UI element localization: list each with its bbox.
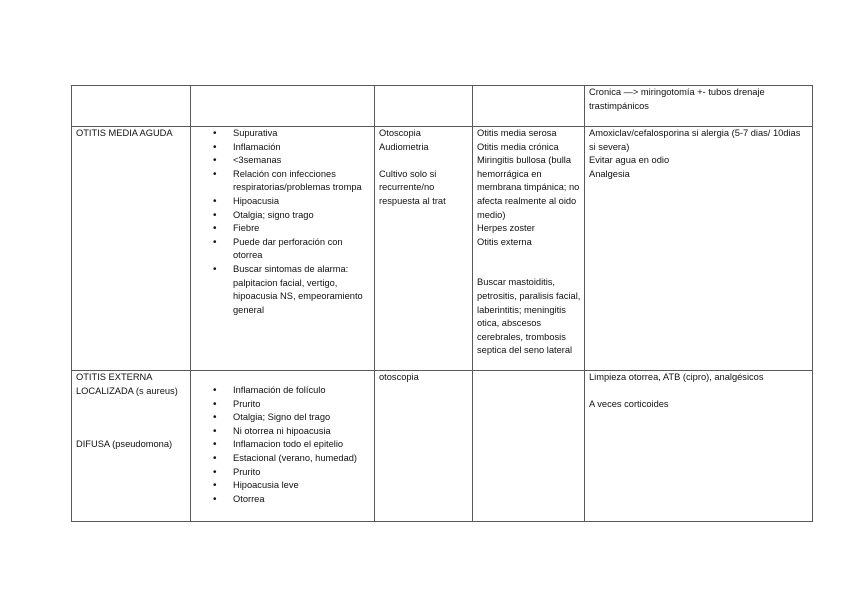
clinical-table xyxy=(71,85,813,522)
treatment-text: Amoxiclav/cefalosporina si alergia (5-7 dias/ 10dias si severa) xyxy=(589,128,801,152)
symptom-list xyxy=(195,384,371,506)
list-item: • Inflamación xyxy=(233,141,371,155)
list-item: • Prurito xyxy=(233,466,371,480)
treatment-chronic-text: Cronica —> miringotomía +- tubos drenaje trastimpánicos xyxy=(589,87,765,111)
differential-text: Otitis externa xyxy=(477,236,532,247)
differential-text: Miringitis bullosa (bulla hemorrágica en membrana timpánica; no afecta realmente al oido medio) xyxy=(477,155,580,220)
list-item: • <3semanas xyxy=(233,154,371,168)
treatment-text: Evitar agua en odio xyxy=(589,155,670,166)
cell-r0-c1 xyxy=(72,86,191,127)
list-item: • Supurativa xyxy=(233,127,371,141)
list-item: • Otorrea xyxy=(233,493,371,507)
cell-r0-c2 xyxy=(191,86,375,127)
cell-r1-c4 xyxy=(473,127,585,371)
differential-text: Otitis media serosa xyxy=(477,128,557,138)
list-item: • Estacional (verano, humedad) xyxy=(233,452,371,466)
diagnosis-text: Audiometria xyxy=(379,141,429,152)
list-item: • Otalgia; Signo del trago xyxy=(233,411,371,425)
list-item: • Buscar sintomas de alarma: palpitacion facial, vertigo, hipoacusia NS, empeoramiento general xyxy=(233,263,371,317)
cell-r1-c5 xyxy=(585,127,813,371)
list-item: • Hipoacusia leve xyxy=(233,479,371,493)
diagnosis-text: otoscopia xyxy=(379,372,419,382)
complications-text: Buscar mastoiditis, petrositis, paralisis facial, laberintitis; meningitis otica, abscesos cerebrales, trombosis septica del seno lateral xyxy=(477,277,581,356)
list-item: • Ni otorrea ni hipoacusia xyxy=(233,425,371,439)
diagnosis-text: Cultivo solo si recurrente/no respuesta al trat xyxy=(379,168,446,206)
list-item: • Inflamación de folículo xyxy=(233,384,371,398)
treatment-text: Limpieza otorrea, ATB (cipro), analgésicos xyxy=(589,372,764,382)
list-item: • Prurito xyxy=(233,398,371,412)
cell-r0-c5 xyxy=(585,86,813,127)
cell-r1-c3 xyxy=(375,127,473,371)
treatment-text: A veces corticoides xyxy=(589,399,669,410)
cell-r1-c1 xyxy=(72,127,191,371)
list-item: • Relación con infecciones respiratorias/problemas trompa xyxy=(233,168,371,195)
disease-name: DIFUSA (pseudomona) xyxy=(76,439,173,450)
table-row-otitis-externa xyxy=(72,371,813,522)
list-item: • Fiebre xyxy=(233,222,371,236)
symptom-list xyxy=(195,127,371,317)
cell-r2-c2 xyxy=(191,371,375,522)
disease-name: OTITIS EXTERNA LOCALIZADA (s aureus) xyxy=(76,372,178,396)
differential-text: Otitis media crónica xyxy=(477,141,559,152)
disease-name: OTITIS MEDIA AGUDA xyxy=(76,128,173,138)
list-item: • Hipoacusia xyxy=(233,195,371,209)
cell-r2-c1 xyxy=(72,371,191,522)
diagnosis-text: Otoscopia xyxy=(379,128,421,138)
list-item: • Inflamacion todo el epitelio xyxy=(233,438,371,452)
list-item: • Puede dar perforación con otorrea xyxy=(233,236,371,263)
table-row-otitis-media xyxy=(72,127,813,371)
cell-r0-c4 xyxy=(473,86,585,127)
cell-r2-c5 xyxy=(585,371,813,522)
cell-r2-c4 xyxy=(473,371,585,522)
cell-r2-c3 xyxy=(375,371,473,522)
cell-r0-c3 xyxy=(375,86,473,127)
list-item: • Otalgia; signo trago xyxy=(233,209,371,223)
table-row-header xyxy=(72,86,813,127)
differential-text: Herpes zoster xyxy=(477,223,535,234)
treatment-text: Analgesia xyxy=(589,168,630,179)
cell-r1-c2 xyxy=(191,127,375,371)
